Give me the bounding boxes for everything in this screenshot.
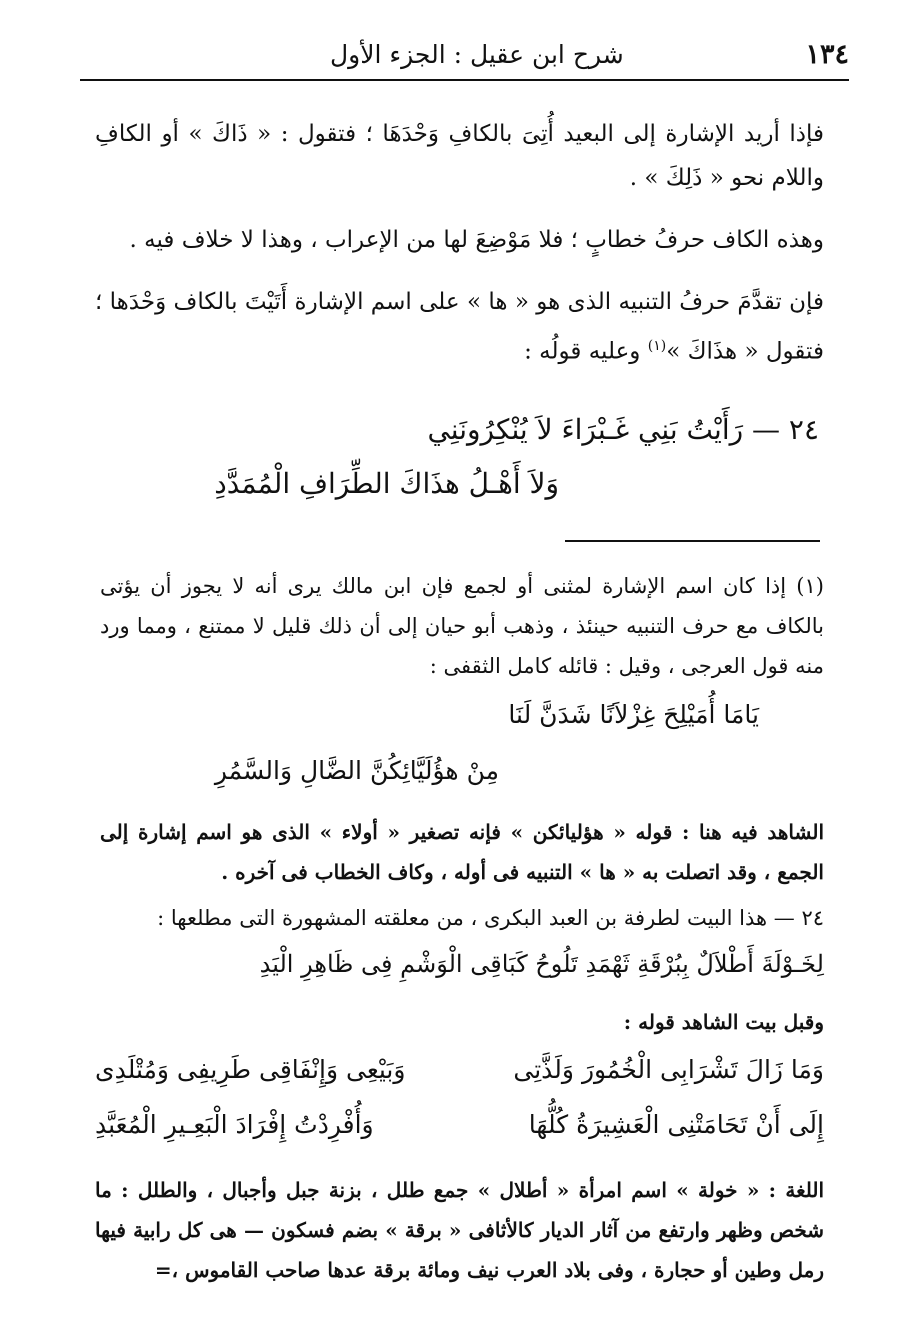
footnote-24-intro-text: ٢٤ — هذا البيت لطرفة بن العبد البكرى ، من معلقته المشهورة التى مطلعها :: [157, 906, 824, 930]
footnote-ref: (١): [647, 338, 667, 354]
header-divider: [80, 79, 849, 81]
footnote-1-shahid-text: الشاهد فيه هنا : قوله « هؤليائكن » فإنه تصغير « أولاء » الذى هو اسم إشارة إلى الجمع ، وقد اتصلت به « ها » التنبيه فى أوله ، وكاف الخطاب فى آخره .: [100, 820, 824, 884]
footnote-24-opening-verse: لِخَـوْلَةَ أَطْلاَلٌ بِبُرْقَةِ ثَهْمَدِ تَلُوحُ كَبَاقِى الْوَشْمِ فِى ظَاهِرِ الْيَدِ: [259, 950, 824, 978]
footnote-24-verse-2b: وَبَيْعِى وَإِنْفَاقِى طَرِيفِى وَمُتْلَدِى: [95, 1055, 406, 1084]
paragraph-ha-tanbih-tail: وعليه قولُه :: [524, 338, 641, 365]
page-header: [80, 30, 849, 78]
footnote-1-verse-2: مِنْ هؤُلَيَّائِكُنَّ الضَّالِ وَالسَّمُرِ: [214, 756, 499, 785]
paragraph-ha-tanbih-text: فإن تقدَّمَ حرفُ التنبيه الذى هو « ها » على اسم الإشارة أَتَيْتَ بالكاف وَحْدَها ؛ فتقول « هذَاكَ »: [95, 289, 824, 365]
footnote-1-text: (١) إذا كان اسم الإشارة لمثنى أو لجمع فإن ابن مالك يرى أنه لا يجوز أن يؤتى بالكاف مع حرف التنبيه حينئذ ، وذهب أبو حيان إلى أن ذلك قليل لا ممتنع ، ومما ورد منه قول العرجى ، وقيل : قائله كامل الثقفى :: [100, 574, 824, 678]
page-number: ١٣٤: [805, 38, 849, 70]
paragraph-kaf-khitab: وهذه الكاف حرفُ خطابٍ ؛ فلا مَوْضِعَ لها من الإعراب ، وهذا لا خلاف فيه .: [129, 227, 824, 253]
paragraph-ha-tanbih: [95, 280, 824, 374]
footnote-24-intro: [100, 898, 824, 938]
footnote-24-verse-3b: وَأُفْرِدْتُ إِفْرَادَ الْبَعِـيرِ الْمُعَبَّدِ: [95, 1110, 374, 1139]
footnote-24-lugha: [95, 1170, 824, 1290]
main-text: [95, 112, 824, 374]
footnote-24-lugha-text: اللغة : « خولة » اسم امرأة « أطلال » جمع طلل ، بزنة جبل وأجبال ، والطلل : ما شخص وظهر وارتفع من آثار الديار كالأثافى « برقة » بضم فسكون — هى كل رابية فيها رمل وطين أو حجارة ، وفى بلاد العرب نيف ومائة برقة عدها صاحب القاموس ،=: [95, 1178, 824, 1282]
paragraph-far-demonstrative: فإذا أريد الإشارة إلى البعيد أُتِىَ بالكافِ وَحْدَهَا ؛ فتقول : « ذَاكَ » أو الكافِ واللام نحو « ذَلِكَ » .: [95, 121, 824, 191]
footnote-1-shahid: [100, 812, 824, 892]
footnote-24-before-text: وقبل بيت الشاهد قوله :: [623, 1010, 824, 1034]
verse-24-hemistich-2: وَلاَ أَهْـلُ هذَاكَ الطِّرَافِ الْمُمَدَّدِ: [214, 467, 559, 500]
footnote-1-verse-1: يَامَا أُمَيْلِحَ غِزْلاَنًا شَدَنَّ لَنَا: [508, 700, 759, 729]
running-title: شرح ابن عقيل : الجزء الأول: [330, 39, 624, 69]
footnote-24-verse-2a: وَمَا زَالَ تَشْرَابِى الْخُمُورَ وَلَذَّتِى: [513, 1055, 824, 1084]
footnote-divider: [565, 540, 820, 542]
verse-24-hemistich-1: ٢٤ — رَأَيْتُ بَنِي غَـبْرَاءَ لاَ يُنْكِرُونَنِي: [427, 413, 819, 446]
footnote-24-before: [100, 1002, 824, 1042]
footnote-24-verse-3a: إِلَى أَنْ تَحَامَتْنِى الْعَشِيرَةُ كُلُّهَا: [528, 1110, 824, 1139]
footnote-1: [100, 566, 824, 686]
